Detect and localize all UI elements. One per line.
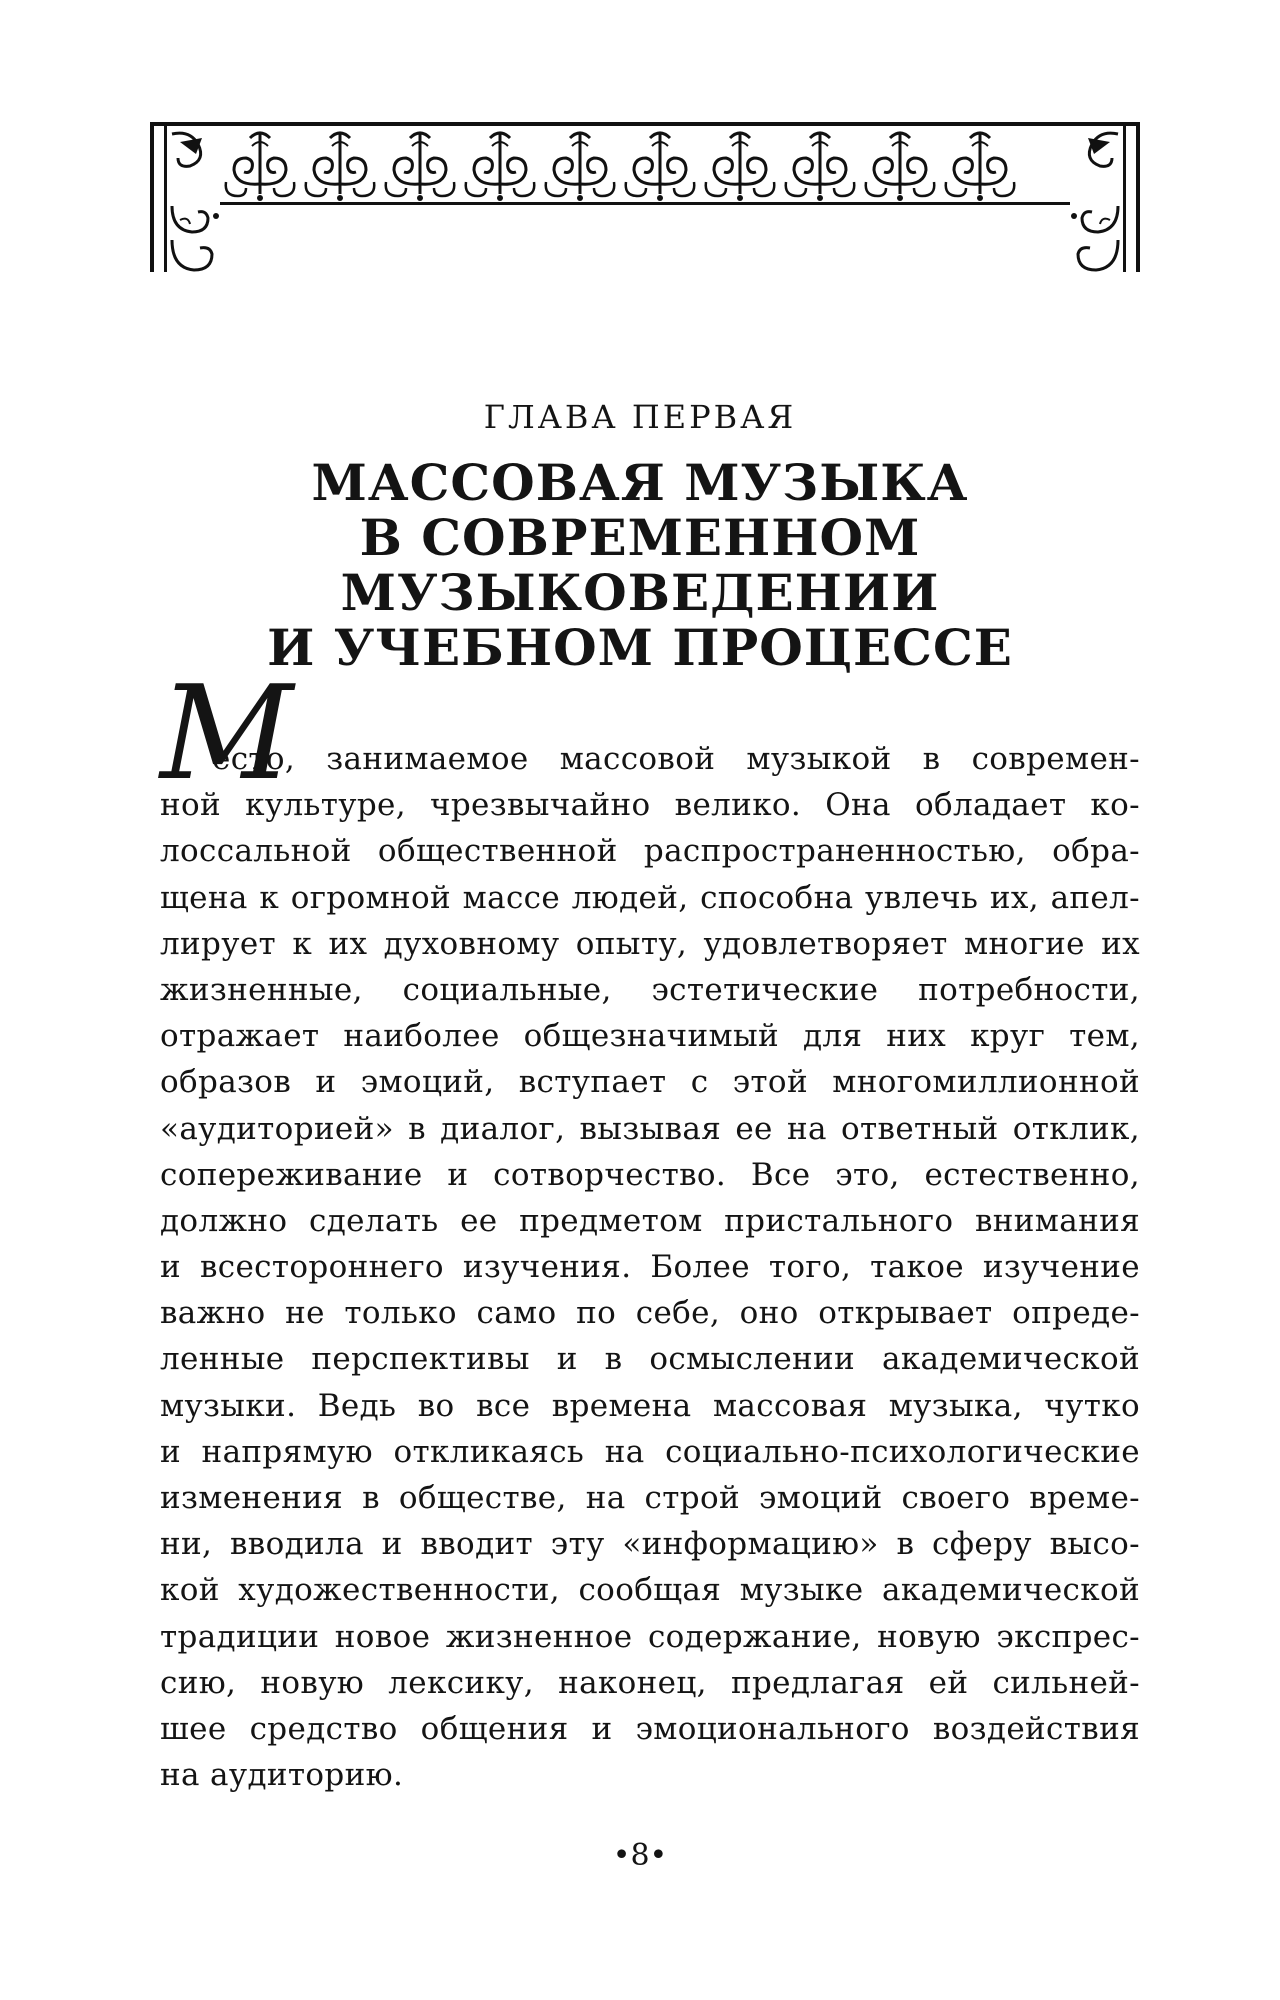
chapter-title-line: И УЧЕБНОМ ПРОЦЕССЕ [267, 618, 1013, 677]
text-line: и всестороннего изучения. Более того, такое изучение [160, 1249, 1140, 1286]
text-line: «аудиторией» в диалог, вызывая ее на ответный отклик, [160, 1110, 1140, 1147]
ornamental-header-border [150, 120, 1140, 280]
text-line: изменения в обществе, на строй эмоций своего време- [160, 1480, 1140, 1516]
text-line: шее средство общения и эмоционального воздействия [160, 1710, 1140, 1747]
text-line: щена к огромной массе людей, способна увлечь их, апел- [160, 879, 1140, 916]
text-line: ленные перспективы и в осмыслении академической [160, 1341, 1140, 1378]
text-line: важно не только само по себе, оно открывает опреде- [160, 1295, 1140, 1332]
chapter-title-line: В СОВРЕМЕННОМ [359, 508, 921, 567]
text-line: ни, вводила и вводит эту «информацию» в сферу высо- [160, 1526, 1140, 1563]
chapter-label: ГЛАВА ПЕРВАЯ [483, 398, 797, 436]
text-line: есто, занимаемое массовой музыкой в современ- [212, 741, 1140, 777]
chapter-title-line: МАССОВАЯ МУЗЫКА [311, 453, 969, 512]
text-line: лоссальной общественной распространенностью, обра- [160, 833, 1140, 870]
text-line: кой художественности, сообщая музыке академической [160, 1572, 1140, 1609]
text-line: лирует к их духовному опыту, удовлетворяет многие их [160, 925, 1140, 962]
text-line: ной культуре, чрезвычайно велико. Она обладает ко- [160, 787, 1140, 824]
text-line: должно сделать ее предметом пристального внимания [160, 1202, 1140, 1239]
body-paragraph [160, 736, 1140, 1798]
text-line: отражает наиболее общезначимый для них круг тем, [160, 1018, 1140, 1055]
text-line: образов и эмоций, вступает с этой многомиллионной [160, 1064, 1140, 1101]
text-line: сию, новую лексику, наконец, предлагая ей сильней- [160, 1664, 1140, 1701]
chapter-title [0, 455, 1280, 675]
text-line: жизненные, социальные, эстетические потребности, [160, 971, 1140, 1008]
text-line: на аудиторию. [160, 1757, 404, 1794]
text-line: и напрямую откликаясь на социально-психологические [160, 1433, 1140, 1470]
text-line: традиции новое жизненное содержание, новую экспрес- [160, 1618, 1140, 1655]
text-line: музыки. Ведь во все времена массовая музыка, чутко [160, 1387, 1140, 1424]
text-line: сопереживание и сотворчество. Все это, естественно, [160, 1156, 1140, 1193]
page-number: •8• [612, 1838, 668, 1873]
drop-cap: М [160, 657, 294, 809]
chapter-title-line: МУЗЫКОВЕДЕНИИ [340, 563, 940, 622]
